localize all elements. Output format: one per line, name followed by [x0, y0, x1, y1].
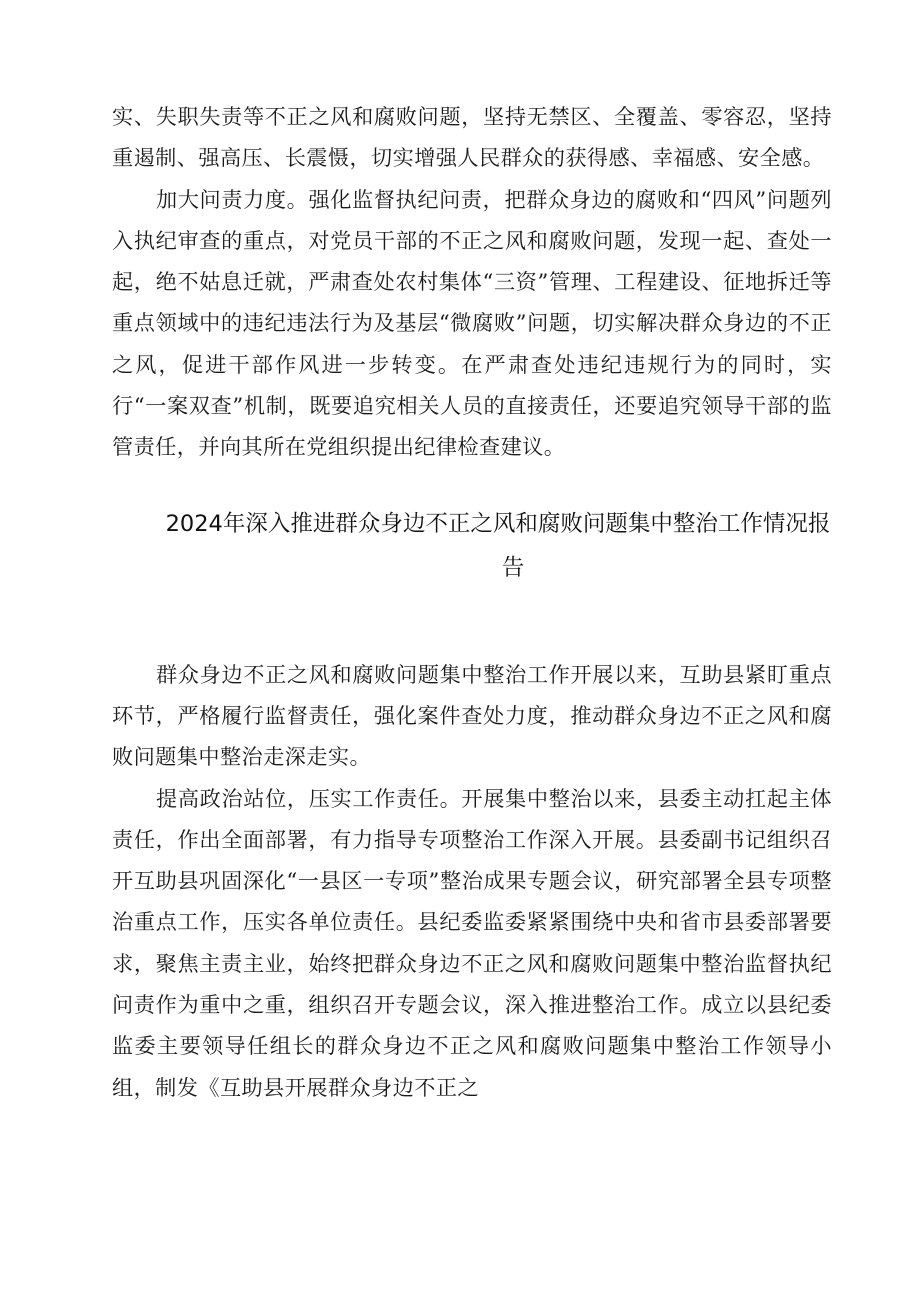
paragraph-accountability: 加大问责力度。强化监督执纪问责，把群众身边的腐败和“四风”问题列入执纪审查的重点，对党员干部的不正之风和腐败问题，发现一起、查处一起，绝不姑息迁就，严肃查处农村集体“三资”管理、工程建设、征地拆迁等重点领域中的违纪违法行为及基层“微腐败”问题，切实解决群众身边的不正之风，促进干部作风进一步转变。在严肃查处违纪违规行为的同时，实行“一案双查”机制，既要追究相关人员的直接责任，还要追究领导干部的监管责任，并向其所在党组织提出纪律检查建议。	[112, 186, 832, 460]
article-body	[0, 654, 920, 1108]
article-title	[0, 502, 920, 590]
paragraph-political-stance: 提高政治站位，压实工作责任。开展集中整治以来，县委主动扛起主体责任，作出全面部署，有力指导专项整治工作深入开展。县委副书记组织召开互助县巩固深化“一县区一专项”整治成果专题会议，研究部署全县专项整治重点工作，压实各单位责任。县纪委监委紧紧围绕中央和省市县委部署要求，聚焦主责主业，始终把群众身边不正之风和腐败问题集中整治监督执纪问责作为重中之重，组织召开专题会议，深入推进整治工作。成立以县纪委监委主要领导任组长的群众身边不正之风和腐败问题集中整治工作领导小组，制发《互助县开展群众身边不正之	[112, 785, 832, 1100]
article-title-line1: 2024年深入推进群众身边不正之风和腐败问题集中整治工作情况报	[165, 510, 831, 537]
paragraph-intro: 群众身边不正之风和腐败问题集中整治工作开展以来，互助县紧盯重点环节，严格履行监督责任，强化案件查处力度，推动群众身边不正之风和腐败问题集中整治走深走实。	[112, 661, 832, 770]
previous-article-tail	[0, 96, 920, 468]
article-title-line2: 告	[501, 554, 525, 581]
paragraph-continued: 实、失职失责等不正之风和腐败问题，坚持无禁区、全覆盖、零容忍，坚持重遏制、强高压、长震慑，切实增强人民群众的获得感、幸福感、安全感。	[112, 104, 832, 171]
title-spacer	[0, 590, 920, 654]
